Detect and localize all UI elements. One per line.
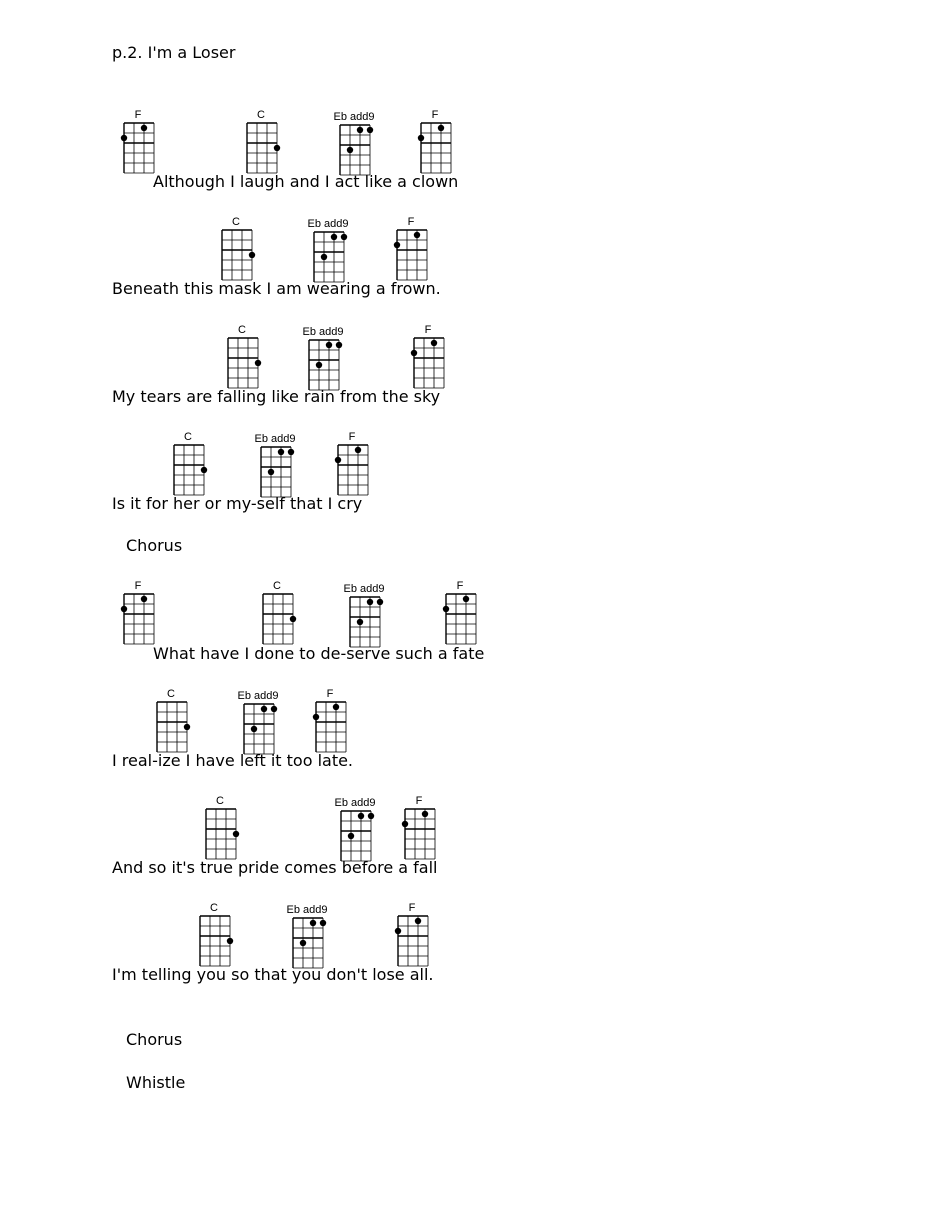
finger-dot [368,813,374,819]
finger-dot [411,350,417,356]
finger-dot [233,831,239,837]
chord-grid [192,914,236,970]
chord-grid [255,592,299,648]
finger-dot [438,125,444,131]
chord-name: Eb add9 [302,326,344,338]
finger-dot [348,833,354,839]
finger-dot [271,706,277,712]
chord-grid [214,228,258,284]
chord-name: F [424,324,432,336]
chord-name: Eb add9 [237,690,279,702]
chord-grid [301,338,345,394]
chord-name: Eb add9 [343,583,385,595]
lyric-line: And so it's true pride comes before a fall [112,858,438,877]
finger-dot [326,342,332,348]
chord-grid [253,445,297,501]
finger-dot [355,447,361,453]
finger-dot [333,704,339,710]
chord-grid [306,230,350,286]
finger-dot [310,920,316,926]
chord-grid [330,443,374,499]
finger-dot [341,234,347,240]
finger-dot [377,599,383,605]
finger-dot [463,596,469,602]
page-title: p.2. I'm a Loser [112,43,236,62]
whistle-label: Whistle [126,1073,186,1092]
chord-name: Eb add9 [286,904,328,916]
chord-name: F [456,580,464,592]
lyric-line: Is it for her or my-self that I cry [112,494,363,513]
chord-grid [438,592,482,648]
chord-grid [389,228,433,284]
finger-dot [336,342,342,348]
chord-grid [116,592,160,648]
chord-grid [390,914,434,970]
finger-dot [367,599,373,605]
chord-grid [308,700,352,756]
finger-dot [227,938,233,944]
chord-grid [220,336,264,392]
finger-dot [278,449,284,455]
chord-grid [149,700,193,756]
chord-grid [342,595,386,651]
finger-dot [418,135,424,141]
lyric-line: What have I done to de-serve such a fate [153,644,485,663]
chord-name: C [257,109,265,121]
chord-name: C [232,216,240,228]
chord-name: F [326,688,334,700]
chord-name: Eb add9 [334,797,376,809]
lyric-line: Although I laugh and I act like a clown [153,172,459,191]
chord-name: C [216,795,224,807]
finger-dot [367,127,373,133]
finger-dot [422,811,428,817]
finger-dot [321,254,327,260]
chorus-label: Chorus [126,1030,183,1049]
finger-dot [431,340,437,346]
finger-dot [268,469,274,475]
chord-grid [332,123,376,179]
finger-dot [141,596,147,602]
finger-dot [331,234,337,240]
chord-grid [239,121,283,177]
chord-grid [333,809,377,865]
chord-name: Eb add9 [333,111,375,123]
chord-grid [397,807,441,863]
finger-dot [255,360,261,366]
finger-dot [121,606,127,612]
lyric-line: I real-ize I have left it too late. [112,751,354,770]
chord-grid [166,443,210,499]
chord-grid [116,121,160,177]
finger-dot [402,821,408,827]
chorus-label: Chorus [126,536,183,555]
finger-dot [313,714,319,720]
finger-dot [121,135,127,141]
chord-grid [406,336,450,392]
chord-name: C [273,580,281,592]
finger-dot [288,449,294,455]
finger-dot [261,706,267,712]
lyric-line: My tears are falling like rain from the sky [112,387,441,406]
finger-dot [415,918,421,924]
finger-dot [395,928,401,934]
finger-dot [358,813,364,819]
finger-dot [249,252,255,258]
finger-dot [316,362,322,368]
finger-dot [357,127,363,133]
finger-dot [335,457,341,463]
chord-grid [198,807,242,863]
chord-name: C [167,688,175,700]
chord-name: Eb add9 [307,218,349,230]
finger-dot [290,616,296,622]
finger-dot [414,232,420,238]
finger-dot [357,619,363,625]
chord-name: F [134,109,142,121]
chord-name: C [210,902,218,914]
chord-name: C [238,324,246,336]
finger-dot [347,147,353,153]
chord-name: F [408,902,416,914]
chord-grid [285,916,329,972]
chord-name: Eb add9 [254,433,296,445]
chord-name: F [415,795,423,807]
finger-dot [274,145,280,151]
chord-name: F [348,431,356,443]
finger-dot [394,242,400,248]
lyric-line: I'm telling you so that you don't lose all. [112,965,434,984]
chord-name: F [134,580,142,592]
finger-dot [320,920,326,926]
chord-name: F [431,109,439,121]
finger-dot [443,606,449,612]
finger-dot [184,724,190,730]
finger-dot [300,940,306,946]
chord-name: C [184,431,192,443]
finger-dot [201,467,207,473]
finger-dot [251,726,257,732]
finger-dot [141,125,147,131]
chord-grid [236,702,280,758]
chord-name: F [407,216,415,228]
lyric-line: Beneath this mask I am wearing a frown. [112,279,441,298]
chord-grid [413,121,457,177]
